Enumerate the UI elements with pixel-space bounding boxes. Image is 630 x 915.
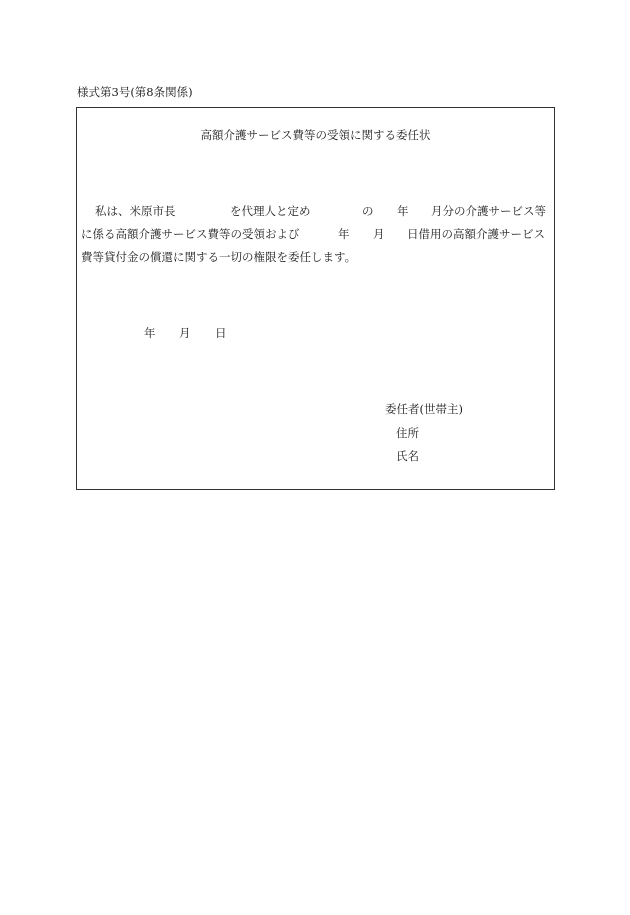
- date-year: 年: [144, 326, 156, 340]
- body-line2-a: に係る高額介護サービス費等の受領および: [81, 227, 300, 241]
- body-line1-a: 私は、米原市長: [95, 204, 176, 218]
- body-line2-b: 年: [338, 227, 350, 241]
- body-line1-c: の: [362, 204, 374, 218]
- delegator-label: 委任者(世帯主): [385, 402, 463, 416]
- body-line1-e: 月分の介護サービス等: [431, 204, 546, 218]
- document-title: 高額介護サービス費等の受領に関する委任状: [200, 128, 431, 142]
- document-frame: [76, 107, 555, 490]
- form-number: 様式第3号(第8条関係): [77, 85, 193, 99]
- body-line1-b: を代理人と定め: [230, 204, 311, 218]
- name-label: 氏名: [396, 449, 419, 463]
- body-line1-d: 年: [397, 204, 409, 218]
- body-line2-d: 日借用の高額介護サービス: [407, 227, 545, 241]
- body-line3: 費等貸付金の償還に関する一切の権限を委任します。: [81, 250, 357, 264]
- address-label: 住所: [396, 426, 419, 440]
- date-day: 日: [215, 326, 227, 340]
- date-month: 月: [179, 326, 191, 340]
- body-line2-c: 月: [373, 227, 385, 241]
